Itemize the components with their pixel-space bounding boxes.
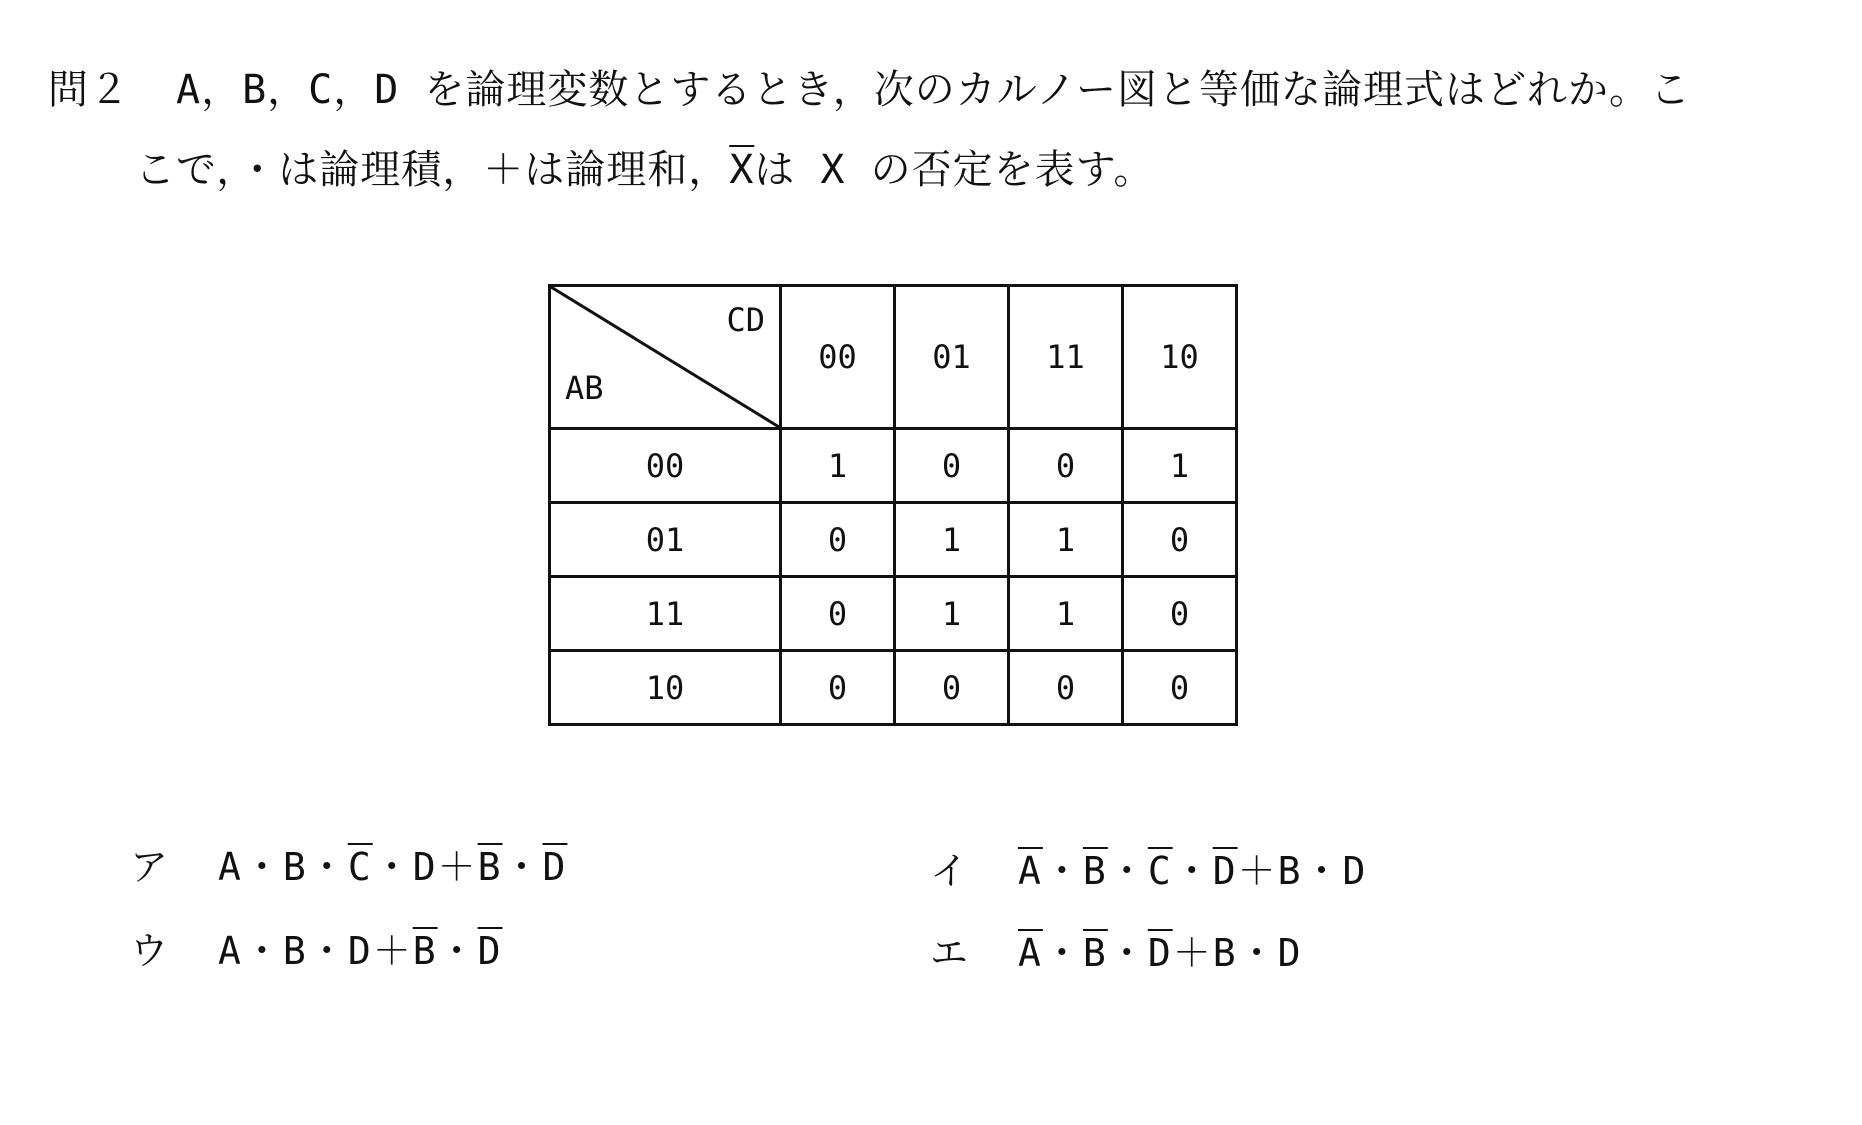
option-label: ウ bbox=[130, 929, 169, 973]
kmap-cell: 0 bbox=[895, 429, 1009, 503]
option-a[interactable] bbox=[130, 836, 567, 891]
operator: ・ bbox=[242, 929, 283, 973]
option-label: イ bbox=[930, 849, 969, 893]
negated-variable: $\overline{D}$ bbox=[542, 845, 568, 889]
operator: ・ bbox=[502, 845, 543, 889]
variable: D bbox=[1342, 849, 1368, 893]
operator: ＋ bbox=[437, 845, 478, 889]
negated-variable: $\overline{D}$ bbox=[477, 929, 503, 973]
question-text-1: A，B，C，D を論理変数とするとき，次のカルノー図と等価な論理式はどれか。こ bbox=[176, 67, 1692, 113]
operator: ・ bbox=[372, 845, 413, 889]
question-text-2-suffix: の否定を表す。 bbox=[870, 147, 1155, 193]
kmap-row bbox=[550, 503, 1237, 577]
kmap-row-variable: AB bbox=[565, 369, 604, 407]
kmap-header-row bbox=[550, 286, 1237, 429]
kmap-cell: 0 bbox=[895, 651, 1009, 725]
negated-variable: $\overline{C}$ bbox=[347, 845, 373, 889]
question-text-2-mid: は bbox=[754, 147, 796, 193]
operator: ・ bbox=[1042, 849, 1083, 893]
operator: ・ bbox=[1107, 849, 1148, 893]
operator: ・ bbox=[307, 845, 348, 889]
negated-variable: $\overline{D}$ bbox=[1212, 849, 1238, 893]
kmap-row-header: 10 bbox=[550, 651, 781, 725]
kmap-col-header: 01 bbox=[895, 286, 1009, 429]
option-e[interactable] bbox=[930, 922, 1303, 977]
kmap-row-header: 11 bbox=[550, 577, 781, 651]
kmap-column-variable: CD bbox=[726, 301, 765, 339]
karnaugh-map bbox=[548, 284, 1238, 726]
variable: D bbox=[347, 929, 373, 973]
option-label: ア bbox=[130, 845, 169, 889]
operator: ・ bbox=[1042, 931, 1083, 975]
question-line-1 bbox=[48, 58, 1691, 115]
kmap-cell: 0 bbox=[1009, 429, 1123, 503]
kmap-row-header: 01 bbox=[550, 503, 781, 577]
negated-variable: $\overline{B}$ bbox=[477, 845, 503, 889]
operator: ・ bbox=[1107, 931, 1148, 975]
kmap-cell: 0 bbox=[781, 503, 895, 577]
kmap-cell: 0 bbox=[1123, 503, 1237, 577]
kmap-cell: 1 bbox=[781, 429, 895, 503]
kmap-cell: 0 bbox=[1123, 577, 1237, 651]
kmap-col-header: 10 bbox=[1123, 286, 1237, 429]
plain-x: X bbox=[820, 147, 846, 193]
option-expression bbox=[1018, 931, 1303, 975]
kmap-cell: 0 bbox=[1009, 651, 1123, 725]
option-expression bbox=[1018, 849, 1367, 893]
kmap-cell: 1 bbox=[1123, 429, 1237, 503]
kmap-cell: 1 bbox=[1009, 503, 1123, 577]
operator: ・ bbox=[1302, 849, 1343, 893]
option-expression bbox=[218, 845, 567, 889]
negated-variable: $\overline{D}$ bbox=[1147, 931, 1173, 975]
question-line-2 bbox=[135, 138, 1154, 195]
variable: A bbox=[218, 929, 243, 973]
variable: D bbox=[1277, 931, 1303, 975]
negated-variable: $\overline{C}$ bbox=[1147, 849, 1173, 893]
kmap-cell: 0 bbox=[781, 577, 895, 651]
operator: ・ bbox=[437, 929, 478, 973]
question-number: 問２ bbox=[48, 67, 130, 113]
operator: ・ bbox=[1237, 931, 1278, 975]
kmap-cell: 1 bbox=[1009, 577, 1123, 651]
variable: B bbox=[282, 845, 308, 889]
operator: ・ bbox=[1172, 849, 1213, 893]
operator: ＋ bbox=[372, 929, 413, 973]
operator: ・ bbox=[307, 929, 348, 973]
kmap-col-header: 00 bbox=[781, 286, 895, 429]
negated-variable: $\overline{B}$ bbox=[412, 929, 438, 973]
kmap-cell: 1 bbox=[895, 577, 1009, 651]
option-i[interactable] bbox=[930, 840, 1367, 895]
option-expression bbox=[218, 929, 503, 973]
variable: B bbox=[282, 929, 308, 973]
kmap-cell: 1 bbox=[895, 503, 1009, 577]
kmap-cell: 0 bbox=[781, 651, 895, 725]
negated-variable: $\overline{B}$ bbox=[1082, 849, 1108, 893]
variable: D bbox=[412, 845, 438, 889]
kmap-row bbox=[550, 651, 1237, 725]
negated-x: $\overline{X}$ bbox=[729, 147, 755, 193]
operator: ・ bbox=[242, 845, 283, 889]
variable: A bbox=[218, 845, 243, 889]
kmap-cell: 0 bbox=[1123, 651, 1237, 725]
kmap-col-header: 11 bbox=[1009, 286, 1123, 429]
negated-variable: $\overline{B}$ bbox=[1082, 931, 1108, 975]
variable: B bbox=[1212, 931, 1238, 975]
option-label: エ bbox=[930, 931, 969, 975]
negated-variable: $\overline{A}$ bbox=[1018, 849, 1043, 893]
negated-variable: $\overline{A}$ bbox=[1018, 931, 1043, 975]
variable: B bbox=[1277, 849, 1303, 893]
option-u[interactable] bbox=[130, 920, 503, 975]
question-text-2-prefix: こで，・は論理積，＋は論理和， bbox=[135, 147, 730, 193]
kmap-row bbox=[550, 577, 1237, 651]
operator: ＋ bbox=[1237, 849, 1278, 893]
kmap-corner-cell bbox=[550, 286, 781, 429]
kmap-row bbox=[550, 429, 1237, 503]
kmap-row-header: 00 bbox=[550, 429, 781, 503]
operator: ＋ bbox=[1172, 931, 1213, 975]
